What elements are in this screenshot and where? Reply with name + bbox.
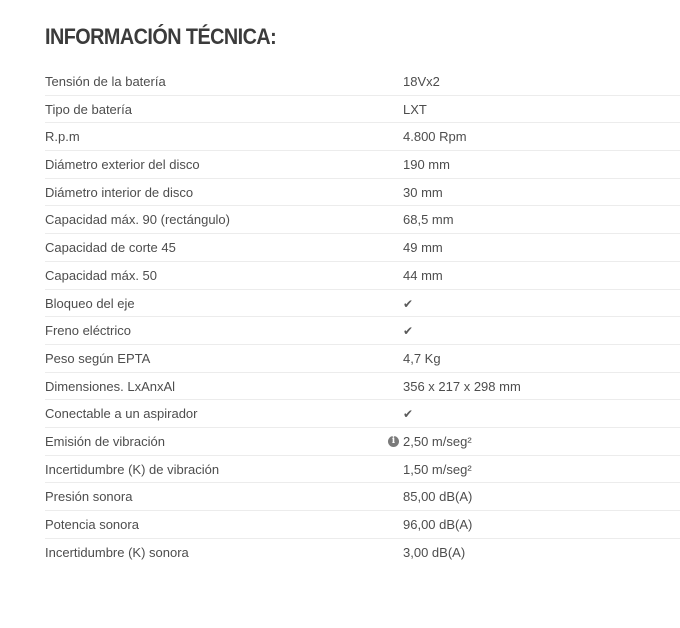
spec-row bbox=[45, 400, 680, 428]
spec-row bbox=[45, 151, 680, 179]
spec-row bbox=[45, 483, 680, 511]
spec-label: Incertidumbre (K) sonora bbox=[45, 544, 189, 560]
spec-label: Capacidad de corte 45 bbox=[45, 240, 176, 256]
spec-table bbox=[45, 68, 680, 566]
spec-row bbox=[45, 123, 680, 151]
checkmark-icon: ✔ bbox=[403, 296, 414, 311]
spec-value: 2,50 m/seg² bbox=[403, 433, 472, 449]
spec-value: 1,50 m/seg² bbox=[403, 461, 472, 477]
spec-row bbox=[45, 511, 680, 539]
spec-label: Tensión de la batería bbox=[45, 74, 166, 89]
spec-value: 4.800 Rpm bbox=[403, 129, 467, 145]
spec-label: Capacidad máx. 90 (rectángulo) bbox=[45, 212, 230, 228]
spec-value: 30 mm bbox=[403, 184, 443, 200]
spec-row bbox=[45, 290, 680, 318]
spec-value: 18Vx2 bbox=[403, 74, 440, 89]
spec-label: Tipo de batería bbox=[45, 101, 132, 117]
spec-value: 85,00 dB(A) bbox=[403, 489, 473, 505]
spec-label: Conectable a un aspirador bbox=[45, 406, 198, 422]
spec-value: 190 mm bbox=[403, 157, 450, 173]
spec-row bbox=[45, 373, 680, 401]
spec-row bbox=[45, 206, 680, 234]
spec-value: 49 mm bbox=[403, 240, 443, 256]
spec-label: Presión sonora bbox=[45, 489, 133, 505]
spec-label: Diámetro exterior del disco bbox=[45, 157, 200, 173]
spec-value: 68,5 mm bbox=[403, 212, 454, 228]
spec-row bbox=[45, 317, 680, 345]
info-icon[interactable]: i bbox=[388, 436, 399, 447]
spec-label: Dimensiones. LxAnxAl bbox=[45, 378, 176, 394]
spec-value: 4,7 Kg bbox=[403, 350, 441, 366]
spec-row bbox=[45, 179, 680, 207]
checkmark-icon: ✔ bbox=[403, 324, 414, 339]
spec-label: Emisión de vibración bbox=[45, 433, 165, 449]
section-title: INFORMACIÓN TÉCNICA: bbox=[45, 24, 277, 49]
spec-label: Capacidad máx. 50 bbox=[45, 267, 158, 283]
spec-value: 96,00 dB(A) bbox=[403, 517, 473, 532]
spec-row bbox=[45, 456, 680, 484]
spec-row bbox=[45, 96, 680, 124]
spec-row bbox=[45, 539, 680, 567]
spec-value: 3,00 dB(A) bbox=[403, 544, 466, 560]
spec-row bbox=[45, 234, 680, 262]
spec-label: Incertidumbre (K) de vibración bbox=[45, 461, 220, 477]
spec-value-check bbox=[403, 400, 413, 428]
spec-row bbox=[45, 428, 680, 456]
checkmark-icon: ✔ bbox=[403, 407, 414, 422]
spec-label: Diámetro interior de disco bbox=[45, 184, 194, 200]
spec-row bbox=[45, 262, 680, 290]
spec-row bbox=[45, 68, 680, 96]
spec-value: LXT bbox=[403, 101, 427, 117]
spec-label: Peso según EPTA bbox=[45, 350, 151, 366]
spec-value: 356 x 217 x 298 mm bbox=[403, 378, 521, 394]
spec-row bbox=[45, 345, 680, 373]
spec-label: Freno eléctrico bbox=[45, 323, 131, 339]
spec-value-check bbox=[403, 290, 413, 318]
spec-label: Bloqueo del eje bbox=[45, 295, 135, 311]
spec-label: R.p.m bbox=[45, 129, 80, 145]
spec-value-check bbox=[403, 317, 413, 345]
spec-label: Potencia sonora bbox=[45, 517, 139, 532]
spec-value: 44 mm bbox=[403, 267, 443, 283]
